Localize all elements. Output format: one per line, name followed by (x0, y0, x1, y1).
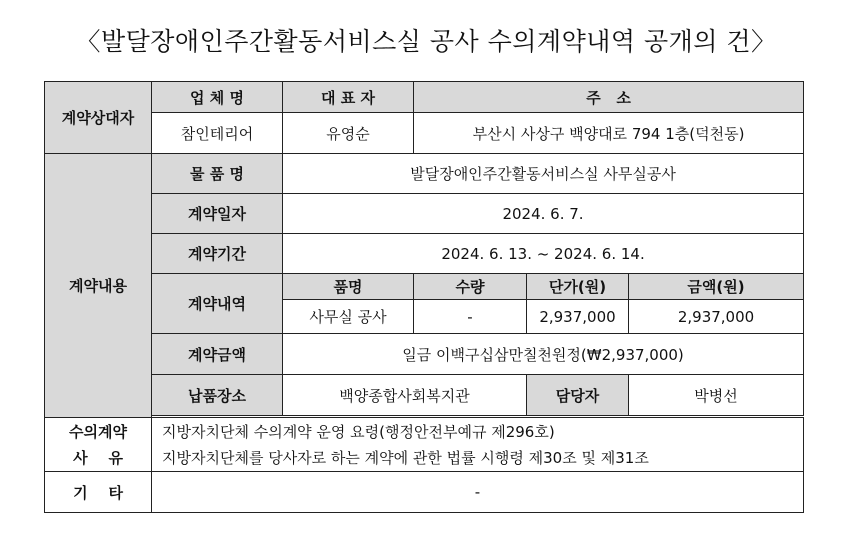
contractor-address: 부산시 사상구 백양대로 794 1층(덕천동) (414, 113, 804, 154)
address-header: 주 소 (414, 82, 804, 113)
contract-amount: 일금 이백구십삼만칠천원정(₩2,937,000) (283, 334, 804, 375)
details-qty-header: 수량 (414, 274, 527, 300)
item-label: 물 품 명 (152, 154, 283, 194)
contract-amount-label: 계약금액 (152, 334, 283, 375)
reason-label-line1: 수의계약 (69, 422, 127, 441)
etc-value: - (152, 472, 804, 513)
company-name: 참인테리어 (152, 113, 283, 154)
reason-line1: 지방자치단체 수의계약 운영 요령(행정안전부예규 제296호) (162, 422, 555, 441)
details-name-header: 품명 (283, 274, 414, 300)
details-amount-header: 금액(원) (629, 274, 804, 300)
reason-label (45, 418, 152, 472)
reason-text (152, 418, 804, 472)
contract-period: 2024. 6. 13. ~ 2024. 6. 14. (283, 234, 804, 274)
company-header: 업 체 명 (152, 82, 283, 113)
details-qty: - (414, 300, 527, 334)
item-name: 발달장애인주간활동서비스실 사무실공사 (283, 154, 804, 194)
contractor-section-label: 계약상대자 (45, 82, 152, 154)
etc-label: 기 타 (45, 472, 152, 513)
representative-header: 대 표 자 (283, 82, 414, 113)
contract-table (44, 81, 804, 513)
contract-date-label: 계약일자 (152, 194, 283, 234)
delivery-place: 백양종합사회복지관 (283, 375, 527, 416)
details-unit-price-header: 단가(원) (527, 274, 629, 300)
details-name: 사무실 공사 (283, 300, 414, 334)
representative-name: 유영순 (283, 113, 414, 154)
manager-label: 담당자 (527, 375, 629, 416)
contract-date: 2024. 6. 7. (283, 194, 804, 234)
reason-line2: 지방자치단체를 당사자로 하는 계약에 관한 법률 시행령 제30조 및 제31조 (162, 448, 649, 467)
contract-section-label: 계약내용 (45, 154, 152, 418)
delivery-place-label: 납품장소 (152, 375, 283, 416)
document-title: 〈발달장애인주간활동서비스실 공사 수의계약내역 공개의 건〉 (75, 27, 777, 56)
details-amount: 2,937,000 (629, 300, 804, 334)
reason-label-line2: 사 유 (73, 448, 123, 467)
contract-details-label: 계약내역 (152, 274, 283, 334)
manager-name: 박병선 (629, 375, 804, 416)
details-unit-price: 2,937,000 (527, 300, 629, 334)
contract-period-label: 계약기간 (152, 234, 283, 274)
